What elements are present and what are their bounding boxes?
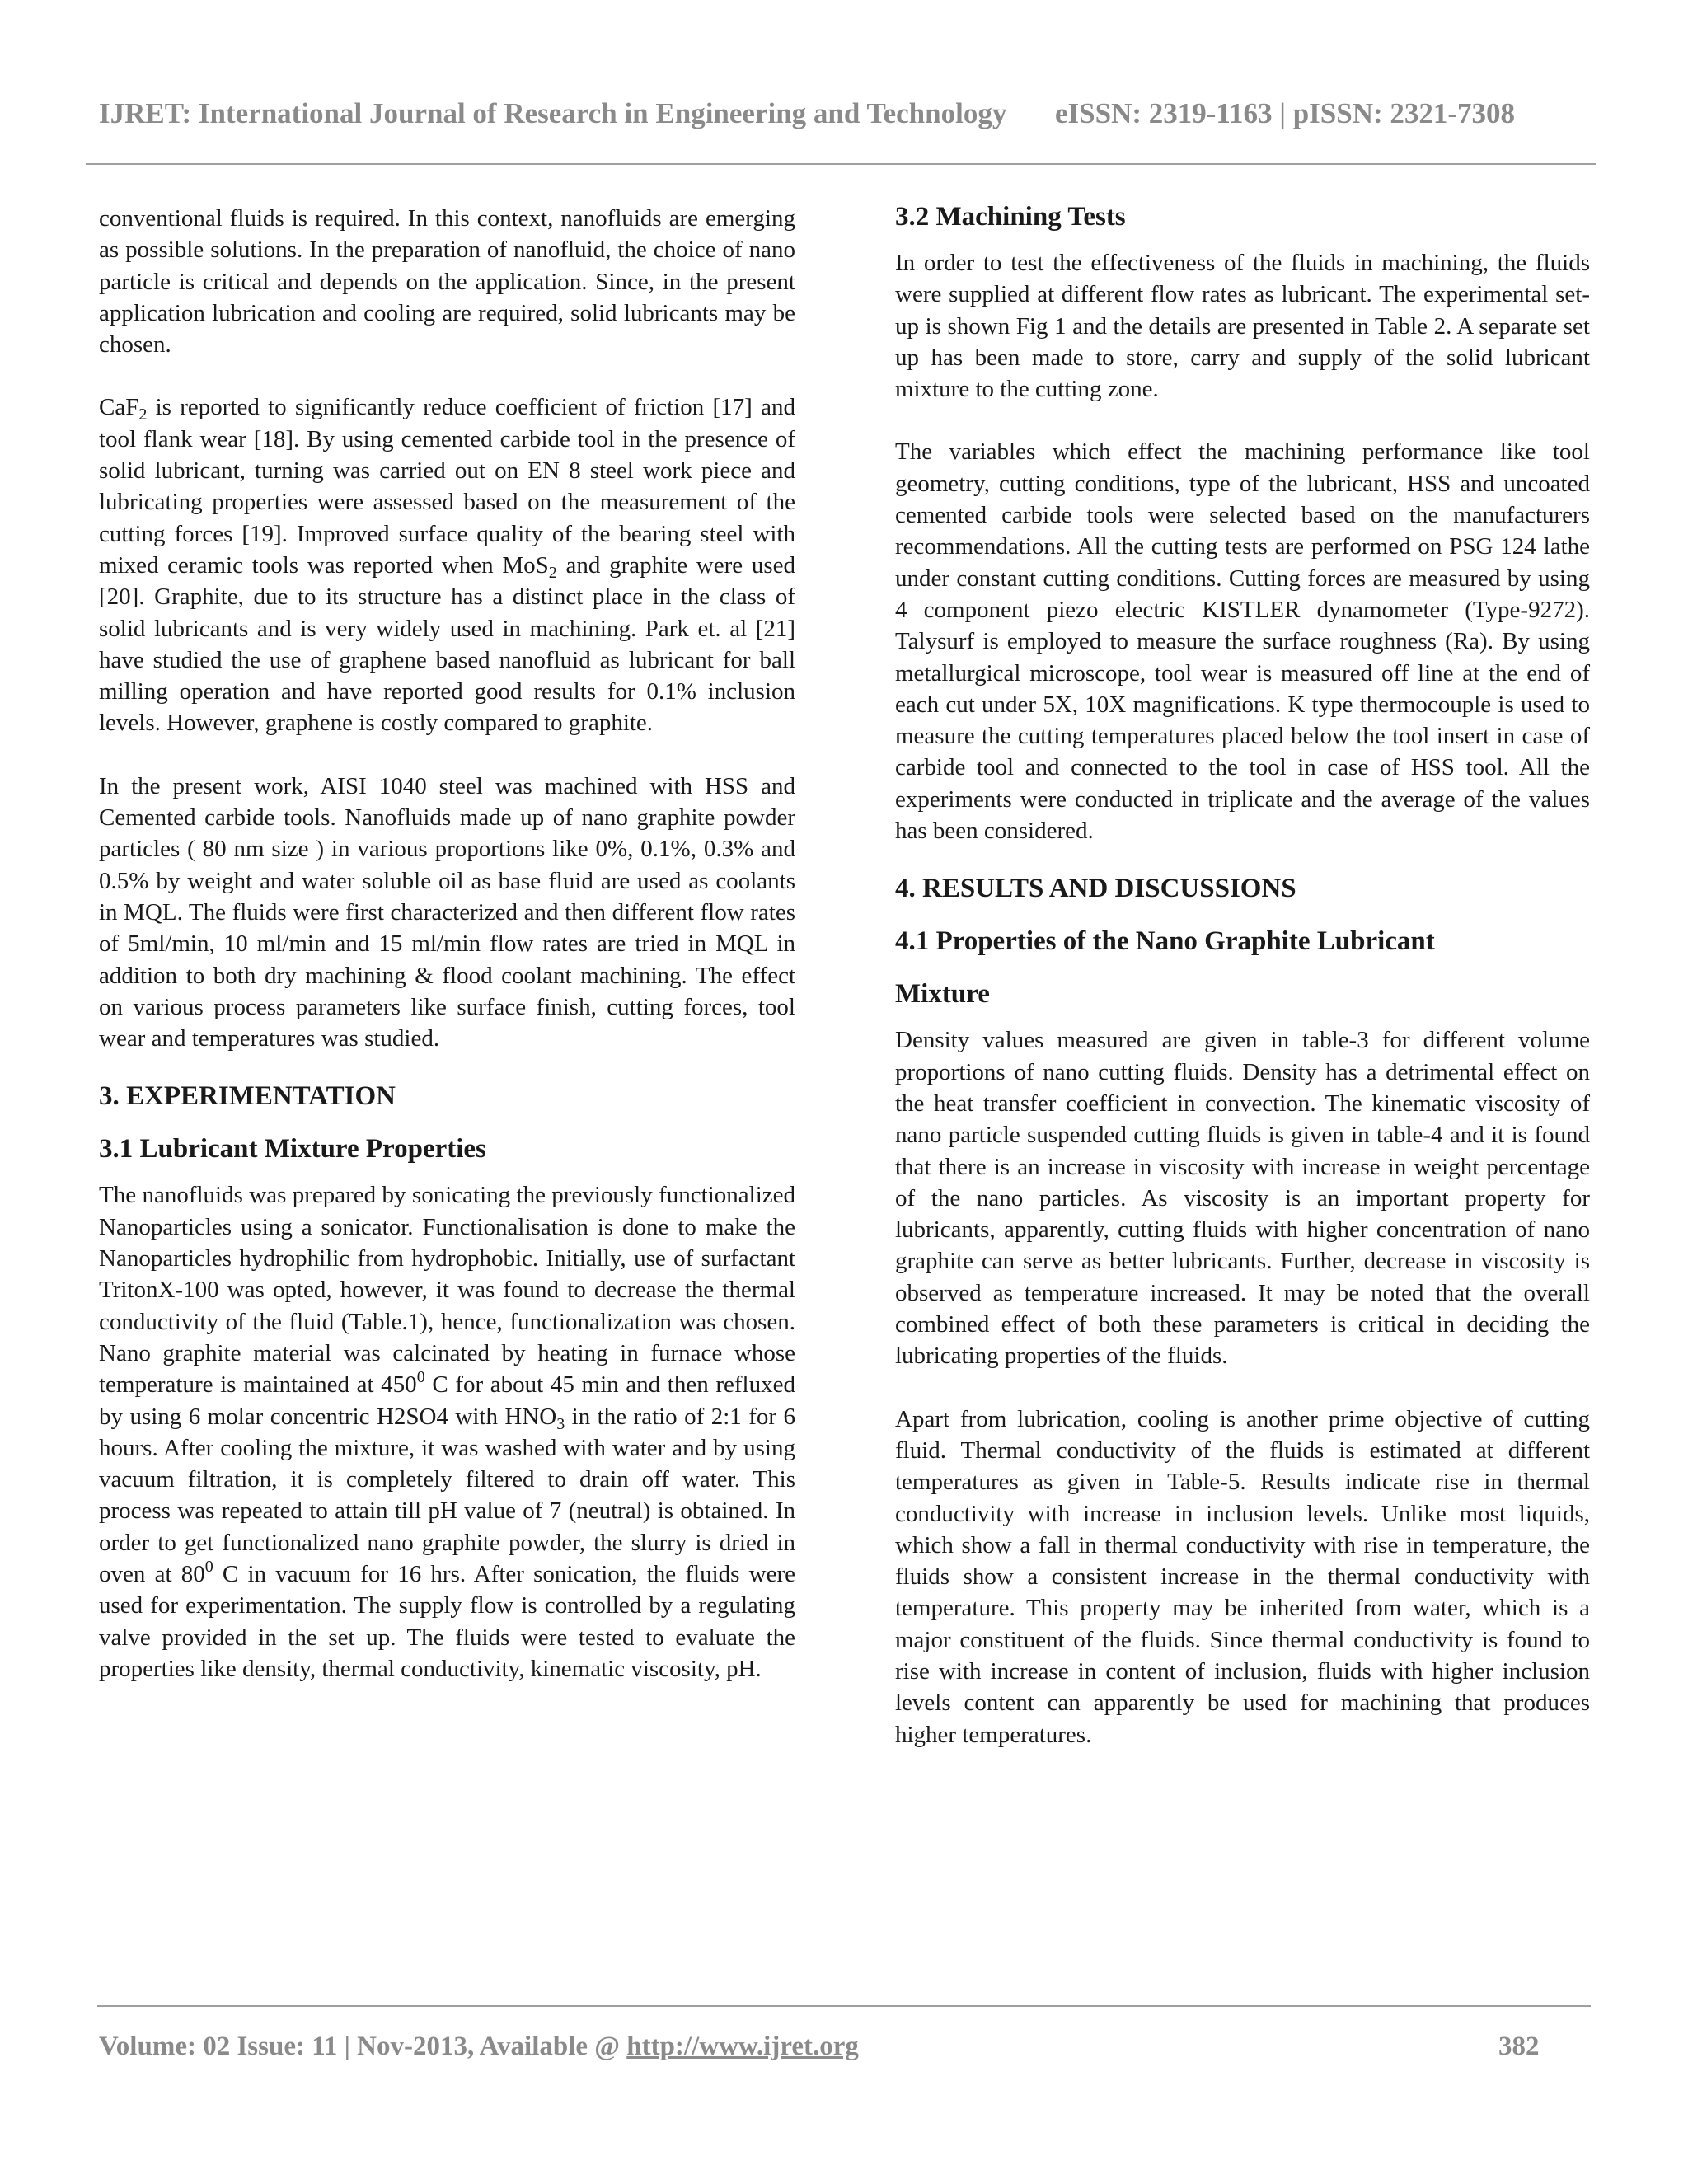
subsection-heading: 3.2 Machining Tests: [895, 202, 1126, 232]
paragraph: The variables which effect the machining performance like tool geometry, cutting conditions, type of the lubricant, HSS and uncoated cemented carbide tools were selected based on the manufacturers recommendations. All the cutting tests are performed on PSG 124 lathe under constant cutting conditions. Cutting forces are measured by using 4 component piezo electric KISTLER dynamometer (Type-9272). Talysurf is employed to measure the surface roughness (Ra). By using metallurgical microscope, tool wear is measured off line at the end of each cut under 5X, 10X magnifications. K type thermocouple is used to measure the cutting temperatures placed below the tool insert in case of carbide tool and connected to the tool in case of HSS tool. All the experiments were conducted in triplicate and the average of the values has been considered.: [895, 438, 1590, 845]
section-heading: 3. EXPERIMENTATION: [99, 1081, 396, 1112]
volume-info: Volume: 02 Issue: 11 | Nov-2013, Available @: [99, 2032, 627, 2061]
page-number: 382: [1498, 2032, 1540, 2061]
paragraph: In the present work, AISI 1040 steel was machined with HSS and Cemented carbide tools. Nanofluids made up of nano graphite powder particles ( 80 nm size ) in various proportions like 0%, 0.1%, 0.3% and 0.5% by weight and water soluble oil as base fluid are used as coolants in MQL. The fluids were first characterized and then different flow rates of 5ml/min, 10 ml/min and 15 ml/min flow rates are tried in MQL in addition to both dry machining & flood coolant machining. The effect on various process parameters like surface finish, cutting forces, tool wear and temperatures was studied.: [99, 772, 795, 1052]
paragraph: The nanofluids was prepared by sonicating the previously functionalized Nanoparticles using a sonicator. Functionalisation is done to make the Nanoparticles hydrophilic from hydrophobic. Initially, use of surfactant TritonX-100 was opted, however, it was found to decrease the thermal conductivity of the fluid (Table.1), hence, functionalization was chosen. Nano graphite material was calcinated by heating in furnace whose temperature is maintained at $450^0$ C for about 45 min and then refluxed by using 6 molar concentric H2SO4 with $HNO_3$ in the ratio of 2:1 for 6 hours. After cooling the mixture, it was washed with water and by using vacuum filtration, it is completely filtered to drain off water. This process was repeated to attain till pH value of 7 (neutral) is obtained. In order to get functionalized nano graphite powder, the slurry is dried in oven at $80^0$ C in vacuum for 16 hrs. After sonication, the fluids were used for experimentation. The supply flow is controlled by a regulating valve provided in the set up. The fluids were tested to evaluate the properties like density, thermal conductivity, kinematic viscosity, pH.: [99, 1182, 795, 1682]
subsection-heading: 4.1 Properties of the Nano Graphite Lubricant: [895, 926, 1435, 957]
section-heading: 4. RESULTS AND DISCUSSIONS: [895, 874, 1296, 904]
page-footer: [99, 2032, 1550, 2062]
subsection-heading-continued: Mixture: [895, 979, 990, 1010]
page-header: [99, 97, 1582, 130]
left-column: [99, 203, 795, 1685]
paragraph: In order to test the effectiveness of the fluids in machining, the fluids were supplied at different flow rates as lubricant. The experimental set-up is shown Fig 1 and the details are presented in Table 2. A separate set up has been made to store, carry and supply of the solid lubricant mixture to the cutting zone.: [895, 250, 1590, 403]
paragraph: Density values measured are given in table-3 for different volume proportions of nano cutting fluids. Density has a detrimental effect on the heat transfer coefficient in convection. The kinematic viscosity of nano particle suspended cutting fluids is given in table-4 and it is found that there is an increase in viscosity with increase in weight percentage of the nano particles. As viscosity is an important property for lubricants, apparently, cutting fluids with higher concentration of nano graphite can serve as better lubricants. Further, decrease in viscosity is observed as temperature increased. It may be noted that the overall combined effect of both these parameters is critical in deciding the lubricating properties of the fluids.: [895, 1027, 1590, 1370]
paragraph: conventional fluids is required. In this context, nanofluids are emerging as possible solutions. In the preparation of nanofluid, the choice of nano particle is critical and depends on the application. Since, in the present application lubrication and cooling are required, solid lubricants may be chosen.: [99, 205, 795, 359]
paragraph: CaF$_2$ is reported to significantly reduce coefficient of friction [17] and tool flank wear [18]. By using cemented carbide tool in the presence of solid lubricant, turning was carried out on EN 8 steel work piece and lubricating properties were assessed based on the measurement of the cutting forces [19]. Improved surface quality of the bearing steel with mixed ceramic tools was reported when MoS$_2$ and graphite were used [20]. Graphite, due to its structure has a distinct place in the class of solid lubricants and is very widely used in machining. Park et. al [21] have studied the use of graphene based nanofluid as lubricant for ball milling operation and have reported good results for 0.1% inclusion levels. However, graphene is costly compared to graphite.: [99, 394, 795, 737]
issn-numbers: eISSN: 2319-1163 | pISSN: 2321-7308: [1055, 97, 1516, 129]
footer-divider: [97, 2005, 1591, 2007]
journal-link[interactable]: http://www.ijret.org: [626, 2032, 859, 2061]
journal-title: IJRET: International Journal of Research in Engineering and Technology: [99, 97, 1007, 129]
right-column: [895, 203, 1590, 1750]
paragraph: Apart from lubrication, cooling is another prime objective of cutting fluid. Thermal conductivity of the fluids is estimated at different temperatures as given in Table-5. Results indicate rise in thermal conductivity with increase in inclusion levels. Unlike most liquids, which show a fall in thermal conductivity with rise in temperature, the fluids show a consistent increase in the thermal conductivity with temperature. This property may be inherited from water, which is a major constituent of the fluids. Since thermal conductivity is found to rise with increase in content of inclusion, fluids with higher inclusion levels content can apparently be used for machining that produces higher temperatures.: [895, 1405, 1590, 1748]
header-divider: [86, 163, 1596, 165]
subsection-heading: 3.1 Lubricant Mixture Properties: [99, 1134, 486, 1165]
